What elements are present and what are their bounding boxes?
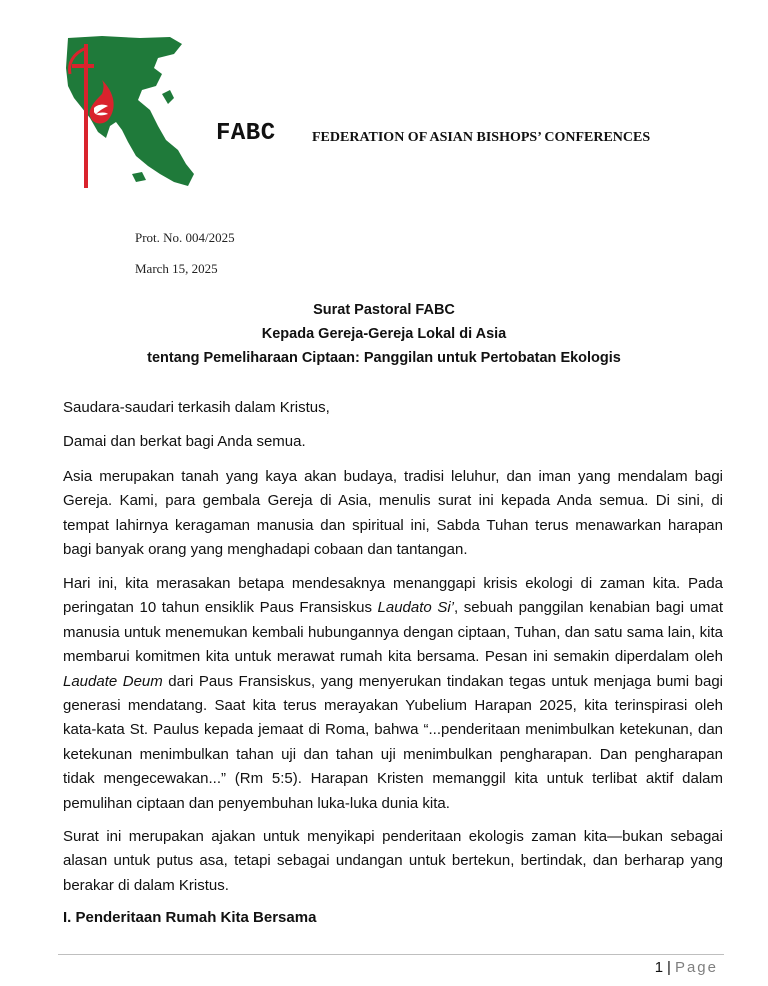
paragraph-3: Surat ini merupakan ajakan untuk menyikapi penderitaan ekologis zaman kita—bukan sebagai alasan untuk putus asa, tetapi sebagai undangan untuk bertekun, bertindak, dan berharap yang berakar di dalam Kristus. [63, 828, 723, 894]
paragraph-1: Asia merupakan tanah yang kaya akan budaya, tradisi leluhur, dan iman yang mendalam bagi Gereja. Kami, para gembala Gereja di Asia, menulis surat ini kepada Anda semua. Di sini, di tempat lahirnya keragaman manusia dan spiritual ini, Sabda Tuhan terus menawarkan harapan bagi banyak orang yang menghadapi cobaan dan tantangan. [63, 468, 723, 559]
title-line-3: tentang Pemeliharaan Ciptaan: Panggilan untuk Pertobatan Ekologis [147, 350, 621, 366]
footer-divider [58, 954, 724, 955]
encyclical-title-laudato-si: Laudato Si’ [377, 599, 455, 617]
letter-date: March 15, 2025 [135, 261, 218, 276]
greeting: Damai dan berkat bagi Anda semua. [63, 433, 306, 450]
page-footer [655, 959, 718, 976]
letter-title [0, 298, 768, 370]
title-line-1: Surat Pastoral FABC [313, 302, 455, 318]
salutation: Saudara-saudari terkasih dalam Kristus, [63, 399, 330, 416]
paragraph-2: Hari ini, kita merasakan betapa mendesaknya menanggapi krisis ekologi di zaman kita. Pada peringatan 10 tahun ensiklik Paus Fransiskus Laudato Si’, sebuah panggilan kenabian bagi umat manusia untuk menemukan kembali hubungannya dengan ciptaan, Tuhan, dan satu sama lain, kita membarui komitmen kita untuk merawat rumah kita bersama. Pesan ini semakin diperdalam oleh Laudate Deum dari Paus Fransiskus, yang menyerukan tindakan tegas untuk menjaga bumi bagi generasi mendatang. Saat kita terus merayakan Yubelium Harapan 2025, kita terinspirasi oleh kata-kata St. Paulus kepada jemaat di Roma, bahwa “...penderitaan menimbulkan ketekunan, dan ketekunan menimbulkan tahan uji dan tahan uji menimbulkan pengharapan. Dan pengharapan tidak mengecewakan...” (Rm 5:5). Harapan Kristen memanggil kita untuk terlibat aktif dalam pemulihan ciptaan dan penyembuhan luka-luka dunia kita. [63, 575, 724, 812]
organization-full-name: FEDERATION OF ASIAN BISHOPS’ CONFERENCES [312, 130, 651, 145]
page-label: Page [674, 959, 718, 976]
fabc-logo-icon [62, 34, 196, 188]
section-heading: I. Penderitaan Rumah Kita Bersama [63, 909, 317, 926]
protocol-number: Prot. No. 004/2025 [135, 230, 235, 245]
exhortation-title-laudate-deum: Laudate Deum [63, 672, 163, 690]
page-number: 1 [654, 959, 664, 976]
title-line-2: Kepada Gereja-Gereja Lokal di Asia [261, 326, 507, 342]
footer-separator: | [667, 959, 671, 976]
organization-abbreviation: FABC [216, 120, 276, 147]
